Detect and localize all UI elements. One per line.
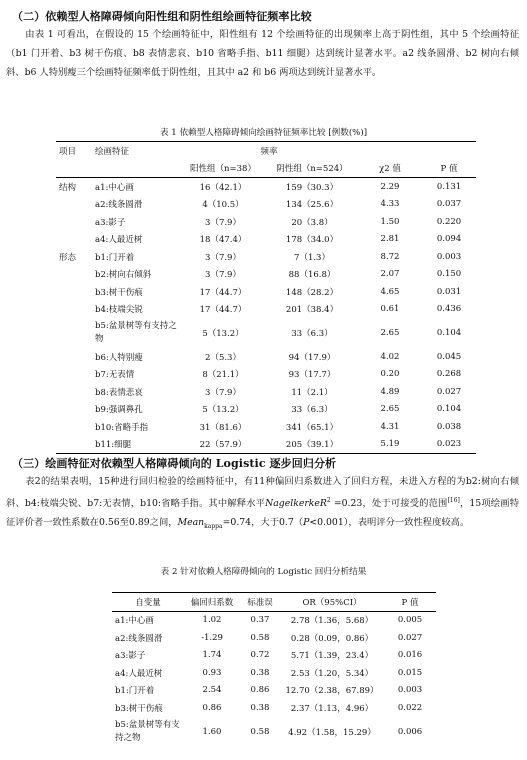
table2-row: [112, 717, 436, 747]
table1-cell-chi2: 0.61: [380, 304, 400, 315]
table2-cell-or: 0.28（0.09，0.86）: [290, 633, 374, 644]
table1-row: [56, 283, 476, 301]
table1-cell-chi2: 0.20: [380, 369, 400, 380]
table1-cell-negative: 205（39.1）: [266, 436, 358, 454]
section3-paragraph: 表2的结果表明，15种进行回归检验的绘画特征中，有11种偏回归系数进入了回归方程，未进入方程的为b2:树向右倾斜、b4:枝端尖锐、b7:无表情，b10:省略手指。其中解释水平NagelkerkeR$^2$ =0.23，处于可接受的范围[16]，15项绘画特征评价者一致性系数在0.56至0.89之间，Mean$_{kappa}$=0.74，大于0.7（P<0.001），表明评分一致性程度较高。: [6, 476, 519, 530]
table1-cell-p: 0.045: [436, 351, 462, 362]
table2-cell-or: 2.37（1.13，4.96）: [290, 703, 374, 714]
table1-cell-feature: a4:人最近树: [95, 235, 143, 246]
table1-cell-feature: a2:线条圆滑: [95, 200, 143, 211]
table1-caption: 表 1 依赖型人格障碍倾向绘画特征频率比较 [例数(%)]: [159, 128, 368, 138]
table1-cell-negative: 20（3.8）: [291, 217, 333, 228]
table2-cell-se: 0.86: [250, 685, 270, 696]
table2-cell-p: 0.027: [397, 632, 423, 643]
table1-header-chi2: χ2 值: [358, 160, 422, 178]
table1-cell-positive: 5（13.2）: [202, 405, 244, 416]
table2-cell-or: 2.78（1.36，5.68）: [290, 616, 374, 627]
table2-cell-p: 0.022: [397, 702, 423, 713]
table1-cell-group: 形态: [59, 252, 77, 263]
table1-cell-feature: b9:强调鼻孔: [95, 405, 143, 416]
table1-cell-p: 0.031: [436, 286, 462, 297]
table2-cell-variable: a1:中心画: [115, 616, 154, 627]
table1-cell-p: 0.023: [422, 436, 476, 454]
table1-cell-chi2: 2.29: [380, 181, 400, 192]
table1-row: [56, 213, 476, 231]
table2-cell-variable: a3:影子: [115, 651, 146, 662]
table1-row: [56, 196, 476, 214]
table1-row: [56, 231, 476, 249]
table1-cell-chi2: 5.19: [358, 436, 422, 454]
table1-row: [56, 366, 476, 384]
table1-cell-feature: b1:门开着: [95, 252, 135, 263]
table1-cell-negative: 148（28.2）: [285, 287, 339, 298]
table1-header-negative: 阴性组（n=524）: [266, 160, 358, 178]
table2-cell-se: 0.37: [250, 615, 270, 626]
table2-cell-or: 2.53（1.20，5.34）: [290, 668, 374, 679]
table1-body: [56, 142, 476, 454]
table1-header-feature: 绘画特征: [92, 142, 180, 160]
table1-cell-feature: b11:细腿: [92, 436, 180, 454]
table1-cell-chi2: 4.33: [380, 199, 400, 210]
table1-row: [56, 436, 476, 454]
table1-cell-negative: 94（17.9）: [288, 352, 336, 363]
table2-body: [112, 593, 436, 747]
table1-cell-feature: b5:盆景树等有支持之物: [95, 321, 177, 344]
table1-cell-group: [56, 436, 92, 454]
section2-paragraph: 由表 1 可看出，在假设的 15 个绘画特征中，阳性组有 12 个绘画特征的出现频率上高于阴性组，其中 5 个绘画特征（b1 门开着、b3 树干伤痕、b8 表情悲哀、b10 省略手指、b11 细腿）达到统计显著水平。a2 线条圆滑、b2 树向右倾斜、b6 人特别瘦三个绘画特征频率低于阴性组，且其中 a2 和 b6 两项达到统计显著水平。: [6, 29, 519, 78]
table1-cell-feature: b4:枝端尖锐: [95, 305, 143, 316]
table1-cell-group: [56, 383, 92, 401]
table1-row: [56, 318, 476, 348]
table2-cell-se: 0.72: [250, 650, 270, 661]
table1-header-positive: 阳性组（n=38）: [180, 160, 266, 178]
table2-row: [112, 629, 436, 647]
table2-cell-se: 0.38: [250, 702, 270, 713]
table1-cell-p: 0.037: [436, 199, 462, 210]
table1-cell-chi2: 2.65: [380, 404, 400, 415]
table2: [112, 592, 436, 747]
table1-cell-positive: 3（7.9）: [205, 387, 241, 398]
table1-cell-negative: 11（2.1）: [291, 387, 333, 398]
table2-cell-variable: a4:人最近树: [115, 668, 163, 679]
table1-cell-group: [56, 196, 92, 214]
table1-cell-negative: 7（1.3）: [294, 252, 330, 263]
table1-row: [56, 401, 476, 419]
table2-cell-coefficient: 1.02: [202, 615, 222, 626]
table2-cell-variable: a2:线条圆滑: [115, 633, 163, 644]
table1-cell-positive: 3（7.9）: [205, 252, 241, 263]
table1-row: [56, 248, 476, 266]
table1-cell-chi2: 4.02: [380, 351, 400, 362]
table1-cell-positive: 2（5.3）: [205, 352, 241, 363]
table1-cell-negative: 159（30.3）: [285, 182, 339, 193]
table1-row: [56, 383, 476, 401]
table2-cell-coefficient: 1.60: [202, 726, 222, 737]
table1-cell-group: [56, 348, 92, 366]
table1-cell-positive: 17（44.7）: [199, 305, 247, 316]
table1-cell-feature: a1:中心画: [95, 182, 134, 193]
table1-cell-chi2: 1.50: [380, 216, 400, 227]
table2-header-coefficient: 偏回归系数: [184, 593, 240, 612]
table1-cell-p: 0.268: [436, 369, 462, 380]
table1-cell-p: 0.003: [436, 251, 462, 262]
table1-cell-negative: 93（17.7）: [288, 370, 336, 381]
table1: [56, 141, 476, 454]
table1-header-frequency: 频率: [180, 142, 358, 160]
table1-cell-p: 0.104: [436, 328, 462, 338]
table1-row: [56, 178, 476, 196]
table2-header-p: P 值: [384, 593, 436, 612]
table1-cell-group: [56, 401, 92, 419]
table2-caption: 表 2 针对依赖人格障碍倾向的 Logistic 回归分析结果: [160, 567, 367, 577]
table1-cell-positive: 17（44.7）: [199, 287, 247, 298]
table1-header-p: P 值: [422, 160, 476, 178]
table1-cell-group: 结构: [59, 182, 77, 193]
table2-row: [112, 664, 436, 682]
table2-row: [112, 699, 436, 717]
table1-cell-positive: 16（42.1）: [199, 182, 247, 193]
table1-cell-chi2: 2.07: [380, 269, 400, 280]
table1-cell-feature: a3:影子: [95, 217, 126, 228]
table1-cell-negative: 341（65.1）: [285, 422, 339, 433]
table1-row: [56, 301, 476, 319]
table1-cell-negative: 33（6.3）: [291, 405, 333, 416]
table1-cell-p: 0.094: [436, 234, 462, 245]
table1-cell-feature: b10:省略手指: [95, 422, 149, 433]
table1-cell-p: 0.131: [436, 181, 462, 192]
table2-header-or: OR（95%CI）: [280, 593, 384, 612]
table2-cell-or: 12.70（2.38，67.89）: [285, 686, 379, 697]
table1-cell-p: 0.220: [436, 216, 462, 227]
table2-header-variable: 自变量: [112, 593, 184, 612]
table1-cell-feature: b6:人特别瘦: [95, 352, 143, 363]
table1-cell-chi2: 8.72: [380, 251, 400, 262]
table1-cell-positive: 22（57.9）: [180, 436, 266, 454]
table2-cell-se: 0.38: [250, 667, 270, 678]
table1-cell-group: [56, 418, 92, 436]
table1-cell-feature: b7:无表情: [95, 370, 135, 381]
table1-cell-chi2: 2.81: [380, 234, 400, 245]
table1-cell-chi2: 4.89: [380, 386, 400, 397]
table2-cell-coefficient: 2.54: [202, 685, 222, 696]
table1-row: [56, 266, 476, 284]
table1-row: [56, 418, 476, 436]
table1-cell-feature: b8:表情悲哀: [95, 387, 143, 398]
table1-cell-group: [56, 318, 92, 348]
table1-row: [56, 348, 476, 366]
table1-cell-negative: 201（38.4）: [285, 305, 339, 316]
table2-cell-p: 0.006: [397, 726, 423, 737]
table1-cell-p: 0.027: [436, 386, 462, 397]
table2-cell-p: 0.016: [397, 650, 423, 661]
table1-cell-group: [56, 266, 92, 284]
table1-cell-p: 0.150: [436, 269, 462, 280]
table1-cell-feature: b2:树向右倾斜: [95, 270, 152, 281]
table1-cell-feature: b3:树干伤痕: [95, 287, 143, 298]
table1-cell-group: [56, 283, 92, 301]
table2-cell-coefficient: 0.86: [202, 702, 222, 713]
table2-cell-variable: b5:盆景树等有支持之物: [115, 719, 180, 743]
table1-cell-negative: 33（6.3）: [291, 329, 333, 339]
table2-cell-p: 0.005: [397, 615, 423, 626]
table1-cell-positive: 4（10.5）: [202, 200, 244, 211]
table2-cell-variable: b1:门开着: [115, 686, 155, 697]
table2-cell-or: 4.92（1.58，15.29）: [288, 727, 376, 738]
table1-cell-p: 0.104: [436, 404, 462, 415]
table1-cell-negative: 134（25.6）: [285, 200, 339, 211]
table1-cell-chi2: 4.65: [380, 286, 400, 297]
table2-cell-coefficient: 1.74: [202, 650, 222, 661]
table2-cell-p: 0.003: [397, 685, 423, 696]
table2-row: [112, 647, 436, 665]
table2-row: [112, 611, 436, 629]
table2-row: [112, 682, 436, 700]
table1-cell-positive: 3（7.9）: [205, 217, 241, 228]
table2-cell-coefficient: -1.29: [201, 632, 223, 643]
table2-cell-coefficient: 0.93: [202, 667, 222, 678]
table2-cell-or: 5.71（1.39，23.4）: [290, 651, 374, 662]
table2-cell-variable: b3:树干伤痕: [115, 703, 163, 714]
table2-cell-p: 0.015: [397, 667, 423, 678]
table1-header-item: 项目: [56, 142, 92, 160]
table1-cell-chi2: 4.31: [380, 421, 400, 432]
table1-cell-chi2: 2.65: [380, 328, 400, 338]
table1-cell-p: 0.436: [436, 304, 462, 315]
table1-cell-positive: 31（81.6）: [199, 422, 247, 433]
table1-cell-p: 0.038: [436, 421, 462, 432]
table1-cell-positive: 18（47.4）: [199, 235, 247, 246]
table1-cell-group: [56, 366, 92, 384]
table1-cell-negative: 88（16.8）: [288, 270, 336, 281]
table2-header-se: 标准误: [240, 593, 280, 612]
citation-ref: [16]: [447, 497, 460, 504]
table2-cell-se: 0.58: [250, 632, 270, 643]
table1-cell-group: [56, 213, 92, 231]
table1-cell-positive: 8（21.1）: [202, 370, 244, 381]
table2-cell-se: 0.58: [250, 726, 270, 737]
section3-heading: （三）绘画特征对依赖型人格障碍倾向的 Logistic 逐步回归分析: [12, 457, 337, 470]
table1-cell-negative: 178（34.0）: [285, 235, 339, 246]
table1-cell-group: [56, 231, 92, 249]
table1-cell-positive: 5（13.2）: [202, 329, 244, 339]
table1-cell-positive: 3（7.9）: [205, 270, 241, 281]
table1-cell-group: [56, 301, 92, 319]
section2-heading: （二）依赖型人格障碍倾向阳性组和阴性组绘画特征频率比较: [12, 10, 312, 23]
